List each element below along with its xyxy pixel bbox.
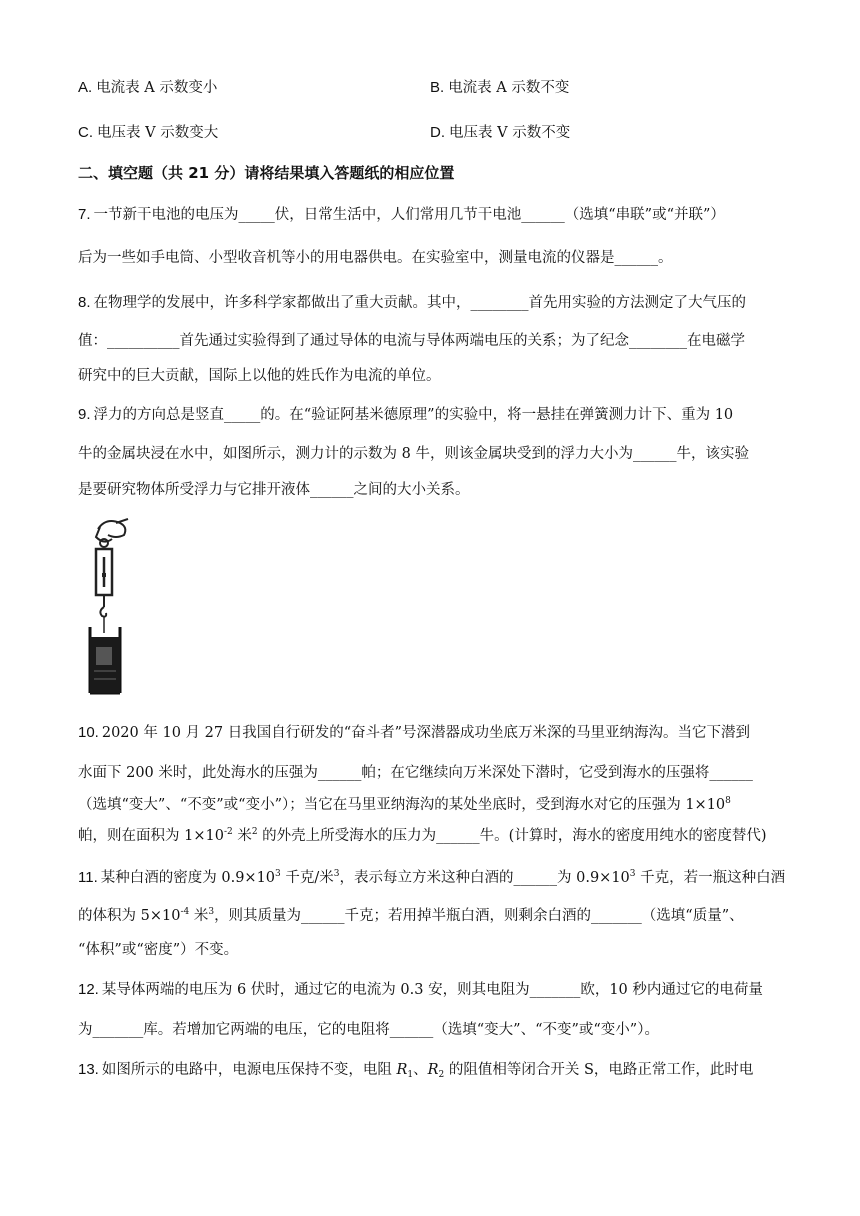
- hand-icon: [96, 519, 128, 542]
- question-7-line-1: 7. 一节新干电池的电压为_____伏，日常生活中，人们常用几节干电池______（选填“串联”或“并联”）: [78, 206, 725, 223]
- question-11-line-3: “体积”或“密度”）不变。: [78, 942, 239, 958]
- question-8-line-2: 值：__________首先通过实验得到了通过导体的电流与导体两端电压的关系；为了纪念________在电磁学: [78, 333, 745, 349]
- question-9-line-1: 9. 浮力的方向总是竖直_____的。在“验证阿基米德原理”的实验中，将一悬挂在弹簧测力计下、重为 10: [78, 406, 734, 423]
- question-10-line-4: 帕，则在面积为 $1\times 10^{-2}$ 米$^2$ 的外壳上所受海水的压力为______牛。(计算时，海水的密度用纯水的密度替代): [78, 827, 767, 844]
- option-b: B. 电流表 A 示数不变: [430, 79, 570, 96]
- option-a: A. 电流表 A 示数变小: [78, 79, 218, 96]
- question-9-line-3: 是要研究物体所受浮力与它排开液体______之间的大小关系。: [78, 482, 470, 498]
- question-11-line-2: 的体积为 $5\times 10^{-4}$ 米$^3$，则其质量为______千克；若用掉半瓶白酒，则剩余白酒的_______（选填“质量”、: [78, 907, 744, 924]
- question-12-line-1: 12. 某导体两端的电压为 6 伏时，通过它的电流为 0.3 安，则其电阻为_______欧，10 秒内通过它的电荷量: [78, 981, 763, 998]
- question-10-line-3: （选填“变大”、“不变”或“变小”）；当它在马里亚纳海沟的某处坐底时，受到海水对它的压强为 $1\times 10^8$: [78, 796, 731, 813]
- question-11-line-1: 11. 某种白酒的密度为 $0.9\times 10^3$ 千克/米$^3$，表示每立方米这种白酒的______为 $0.9\times 10^3$ 千克，若一瓶这种白酒: [78, 869, 786, 886]
- question-10-line-1: 10. 2020 年 10 月 27 日我国自行研发的“奋斗者”号深潜器成功坐底万米深的马里亚纳海沟。当它下潜到: [78, 724, 751, 741]
- question-13-line-1: 13. 如图所示的电路中，电源电压保持不变，电阻 $R_1$、$R_2$ 的阻值相等闭合开关 S，电路正常工作，此时电: [78, 1061, 754, 1080]
- question-12-line-2: 为_______库。若增加它两端的电压，它的电阻将______（选填“变大”、“不变”或“变小”）。: [78, 1022, 659, 1038]
- option-c: C. 电压表 V 示数变大: [78, 124, 219, 141]
- question-9-line-2: 牛的金属块浸在水中，如图所示，测力计的示数为 8 牛，则该金属块受到的浮力大小为______牛，该实验: [78, 446, 749, 462]
- option-d: D. 电压表 V 示数不变: [430, 124, 571, 141]
- spring-scale-figure: [76, 515, 136, 697]
- section-title: 二、填空题（共 21 分）请将结果填入答题纸的相应位置: [78, 164, 455, 182]
- metal-block: [96, 647, 112, 665]
- question-8-line-3: 研究中的巨大贡献，国际上以他的姓氏作为电流的单位。: [78, 368, 441, 384]
- beaker: [90, 627, 120, 693]
- question-7-line-2: 后为一些如手电筒、小型收音机等小的用电器供电。在实验室中，测量电流的仪器是______。: [78, 250, 673, 266]
- question-8-line-1: 8. 在物理学的发展中，许多科学家都做出了重大贡献。其中，________首先用实验的方法测定了大气压的: [78, 294, 747, 311]
- question-10-line-2: 水面下 200 米时，此处海水的压强为______帕；在它继续向万米深处下潜时，它受到海水的压强将______: [78, 765, 753, 781]
